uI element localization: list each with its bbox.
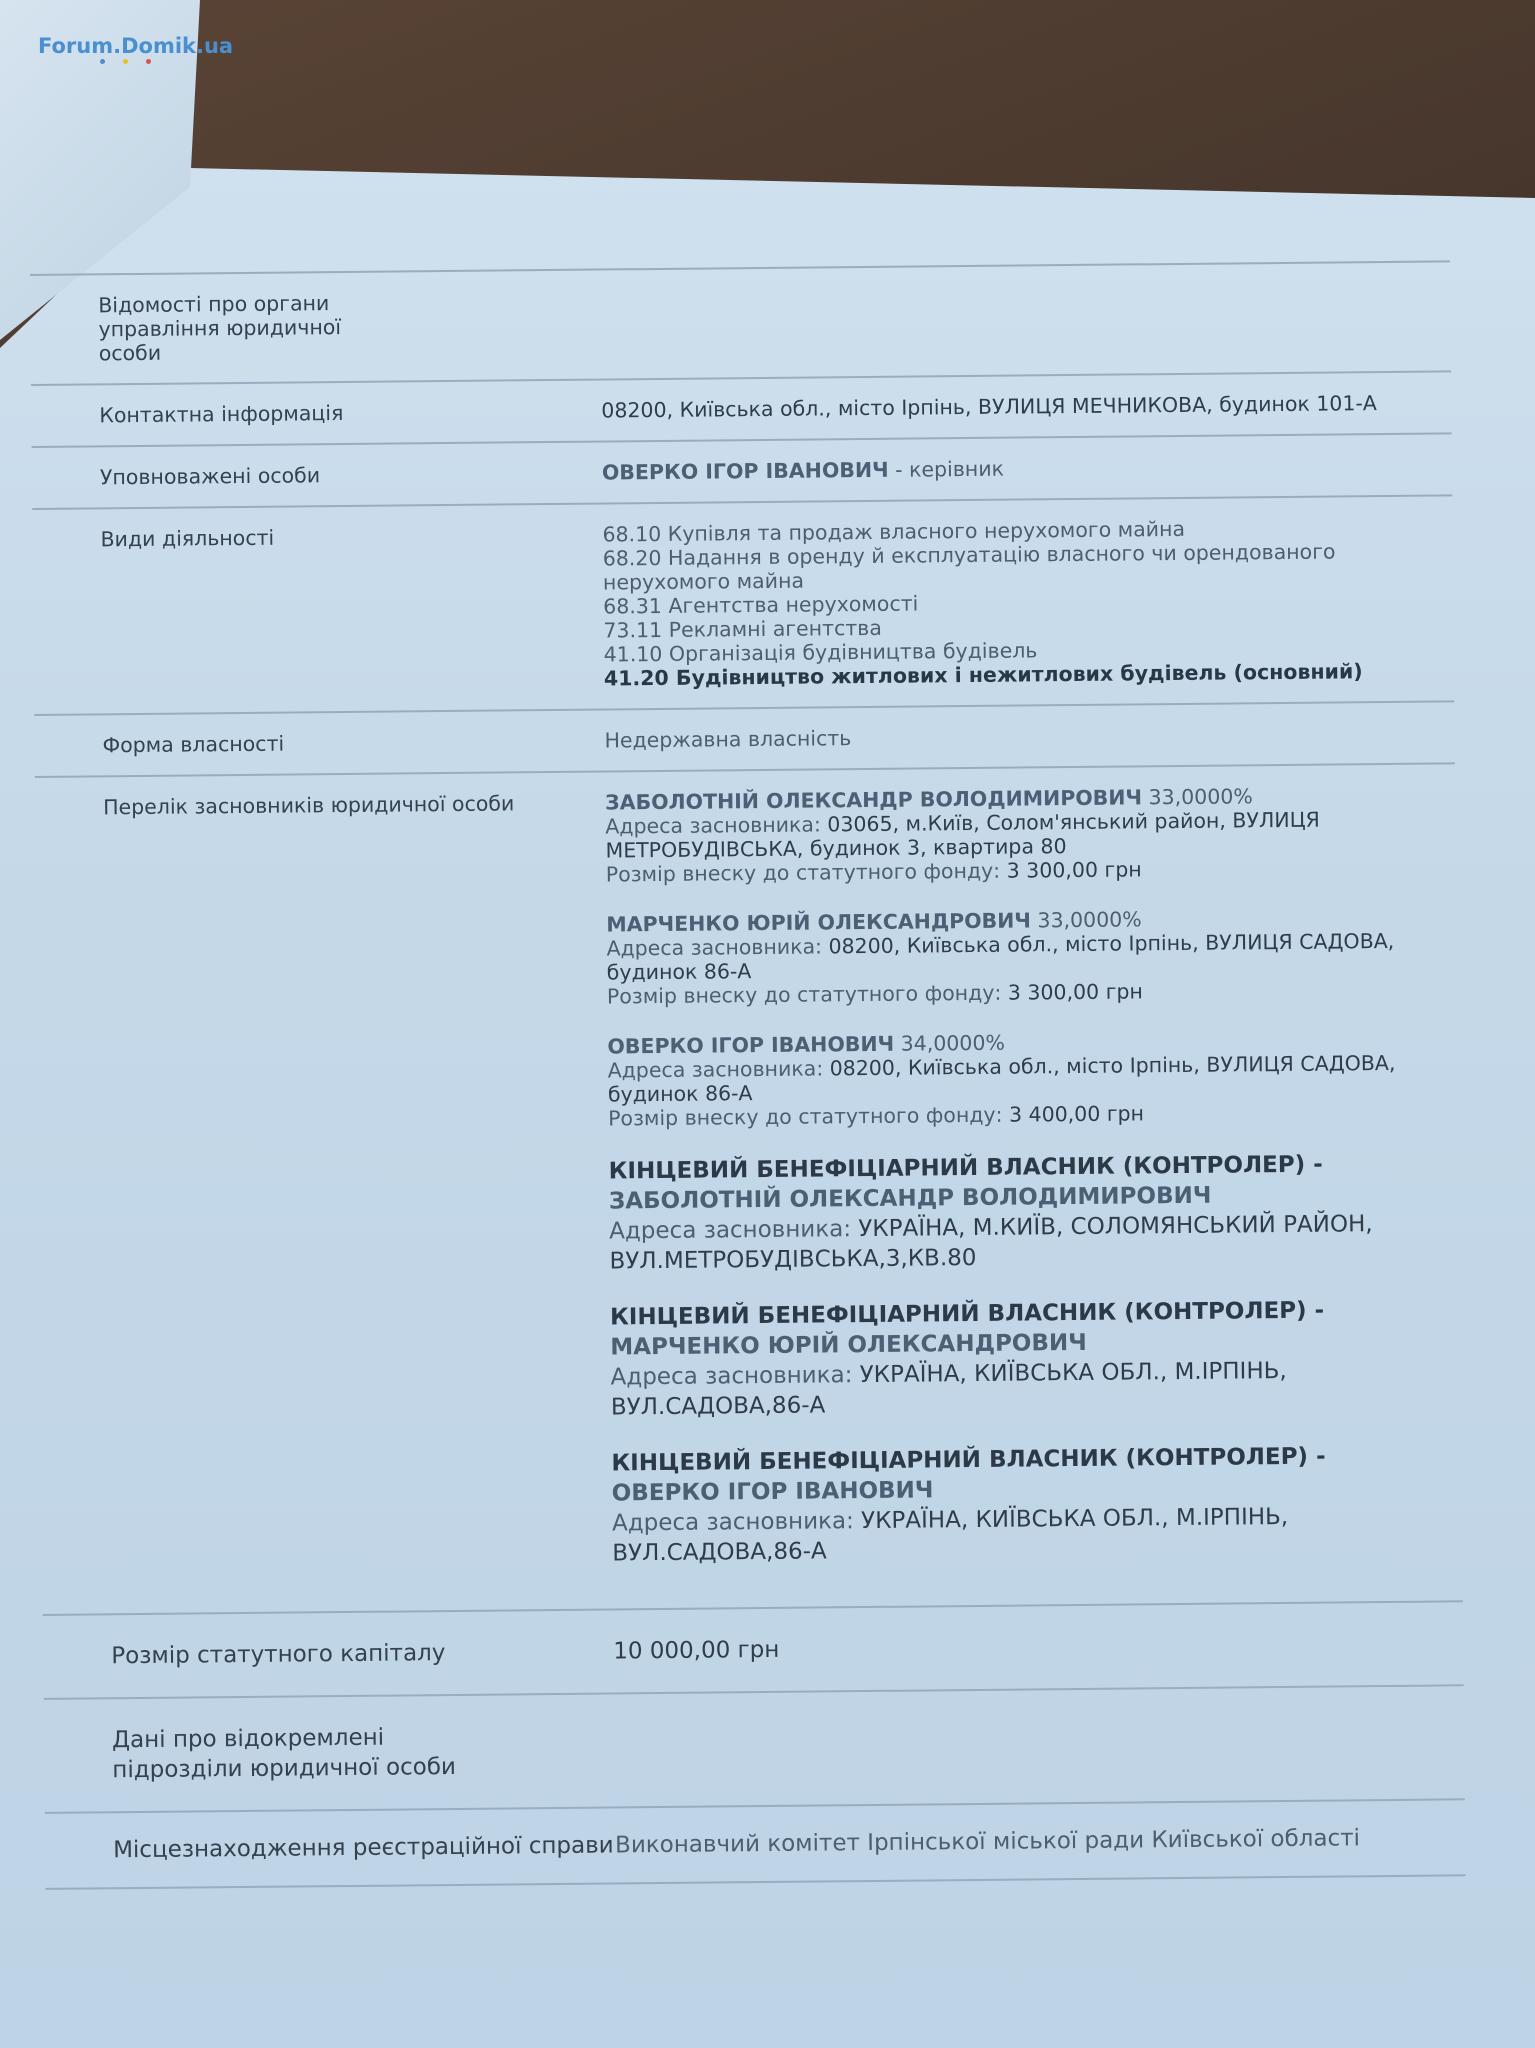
row-label: Перелік засновників юридичної особи: [103, 791, 515, 820]
beneficiary-heading: КІНЦЕВИЙ БЕНЕФІЦІАРНИЙ ВЛАСНИК (КОНТРОЛЕР) -: [611, 1443, 1326, 1477]
activity-item: 41.10 Організація будівництва будівель: [603, 638, 1038, 667]
row-label: Контактна інформація: [99, 400, 344, 428]
founder-address: 03065, м.Київ, Солом'янський район, ВУЛИЦЯ МЕТРОБУДІВСЬКА, будинок 3, квартира 80: [605, 807, 1320, 863]
founder-name: МАРЧЕНКО ЮРІЙ ОЛЕКСАНДРОВИЧ: [606, 908, 1032, 937]
row-value: [602, 434, 1453, 502]
beneficiary-entry: [610, 1295, 1421, 1423]
row-value: 08200, Київська обл., місто Ірпінь, ВУЛИЦЯ МЕЧНИКОВА, будинок 101-А: [601, 391, 1377, 423]
row-capital: [43, 1602, 1464, 1700]
beneficiary-heading: КІНЦЕВИЙ БЕНЕФІЦІАРНИЙ ВЛАСНИК (КОНТРОЛЕР) -: [609, 1297, 1325, 1331]
registry-extract-table: [30, 260, 1465, 1890]
row-label: Місцезнаходження реєстраційної справи: [113, 1832, 614, 1864]
beneficiary-name: ЗАБОЛОТНІЙ ОЛЕКСАНДР ВОЛОДИМИРОВИЧ: [608, 1182, 1212, 1215]
beneficiary-entry: [608, 1149, 1419, 1277]
row-value: Виконавчий комітет Ірпінської міської ради Київської області: [614, 1825, 1361, 1859]
founder-entry: [607, 1027, 1418, 1131]
founder-fund: 3 400,00 грн: [1008, 1101, 1145, 1127]
row-value: [614, 1694, 1465, 1798]
activity-item: 68.10 Купівля та продаж власного нерухомого майна: [602, 516, 1186, 547]
beneficiary-name: МАРЧЕНКО ЮРІЙ ОЛЕКСАНДРОВИЧ: [610, 1329, 1087, 1361]
row-label: Форма власності: [102, 731, 285, 758]
founder-address: 08200, Київська обл., місто Ірпінь, ВУЛИЦЯ САДОВА, будинок 86-А: [607, 1050, 1396, 1107]
row-registry: [45, 1800, 1466, 1890]
watermark-dots: [100, 59, 233, 64]
beneficiary-heading: КІНЦЕВИЙ БЕНЕФІЦІАРНИЙ ВЛАСНИК (КОНТРОЛЕР) -: [608, 1151, 1323, 1185]
row-value: Недержавна власність: [604, 726, 852, 753]
watermark: [38, 34, 233, 64]
authorized-person-name: ОВЕРКО ІГОР ІВАНОВИЧ: [601, 457, 889, 485]
row-governance: [30, 260, 1451, 386]
beneficiary-entry: [611, 1441, 1422, 1569]
row-value: 10 000,00 грн: [613, 1636, 780, 1665]
founder-address-label: Адреса засновника:: [607, 1056, 830, 1083]
row-label: Розмір статутного капіталу: [111, 1640, 446, 1670]
founder-name: ОВЕРКО ІГОР ІВАНОВИЧ: [607, 1031, 895, 1059]
founder-share: 33,0000%: [1141, 784, 1253, 810]
activity-item: 68.20 Надання в оренду й експлуатацію власного чи орендованого нерухомого майна: [602, 539, 1336, 595]
founder-fund-label: Розмір внеску до статутного фонду:: [608, 1102, 1010, 1131]
row-label: Відомості про органи управління юридичної особи: [98, 291, 342, 366]
founder-fund-label: Розмір внеску до статутного фонду:: [606, 980, 1008, 1009]
row-label: Види діяльності: [100, 525, 275, 552]
watermark-text: Forum.Domik.ua: [38, 34, 234, 58]
row-value: [602, 496, 1454, 708]
activity-item: 68.31 Агентства нерухомості: [603, 591, 919, 619]
founder-address-label: Адреса засновника:: [605, 812, 828, 839]
founder-entry: [605, 783, 1416, 887]
founder-fund-label: Розмір внеску до статутного фонду:: [605, 858, 1007, 887]
activity-item-primary: 41.20 Будівництво житлових і нежитлових будівель (основний): [603, 659, 1363, 691]
beneficiary-address-label: Адреса засновника:: [609, 1216, 859, 1245]
row-label: Уповноважені особи: [99, 463, 321, 490]
founder-fund: 3 300,00 грн: [1006, 857, 1142, 883]
founder-address-label: Адреса засновника:: [606, 934, 829, 961]
row-founders: [35, 764, 1463, 1616]
founder-entry: [606, 905, 1417, 1009]
row-label: Дані про відокремлені підрозділи юридичної особи: [111, 1724, 457, 1784]
beneficiary-address: УКРАЇНА, КИЇВСЬКА ОБЛ., М.ІРПІНЬ, ВУЛ.САДОВА,86-А: [610, 1357, 1287, 1421]
beneficiary-name: ОВЕРКО ІГОР ІВАНОВИЧ: [611, 1477, 934, 1507]
row-value: [605, 764, 1463, 1608]
row-branches: [44, 1686, 1465, 1814]
founder-share: 34,0000%: [894, 1030, 1006, 1056]
founder-share: 33,0000%: [1030, 907, 1142, 933]
founder-fund: 3 300,00 грн: [1007, 979, 1143, 1005]
beneficiary-address-label: Адреса засновника:: [611, 1508, 862, 1537]
row-activities: [32, 496, 1454, 716]
founder-address: 08200, Київська обл., місто Ірпінь, ВУЛИЦЯ САДОВА, будинок 86-А: [606, 928, 1395, 985]
beneficiary-address: УКРАЇНА, КИЇВСЬКА ОБЛ., М.ІРПІНЬ, ВУЛ.САДОВА,86-А: [612, 1503, 1289, 1567]
founder-name: ЗАБОЛОТНІЙ ОЛЕКСАНДР ВОЛОДИМИРОВИЧ: [604, 785, 1143, 815]
authorized-person-role: - керівник: [888, 456, 1005, 482]
beneficiary-address: УКРАЇНА, М.КИЇВ, СОЛОМЯНСЬКИЙ РАЙОН, ВУЛ.МЕТРОБУДІВСЬКА,3,КВ.80: [609, 1211, 1373, 1275]
activity-item: 73.11 Рекламні агентства: [603, 615, 883, 643]
beneficiary-address-label: Адреса засновника:: [610, 1362, 860, 1391]
row-value: [600, 262, 1451, 378]
